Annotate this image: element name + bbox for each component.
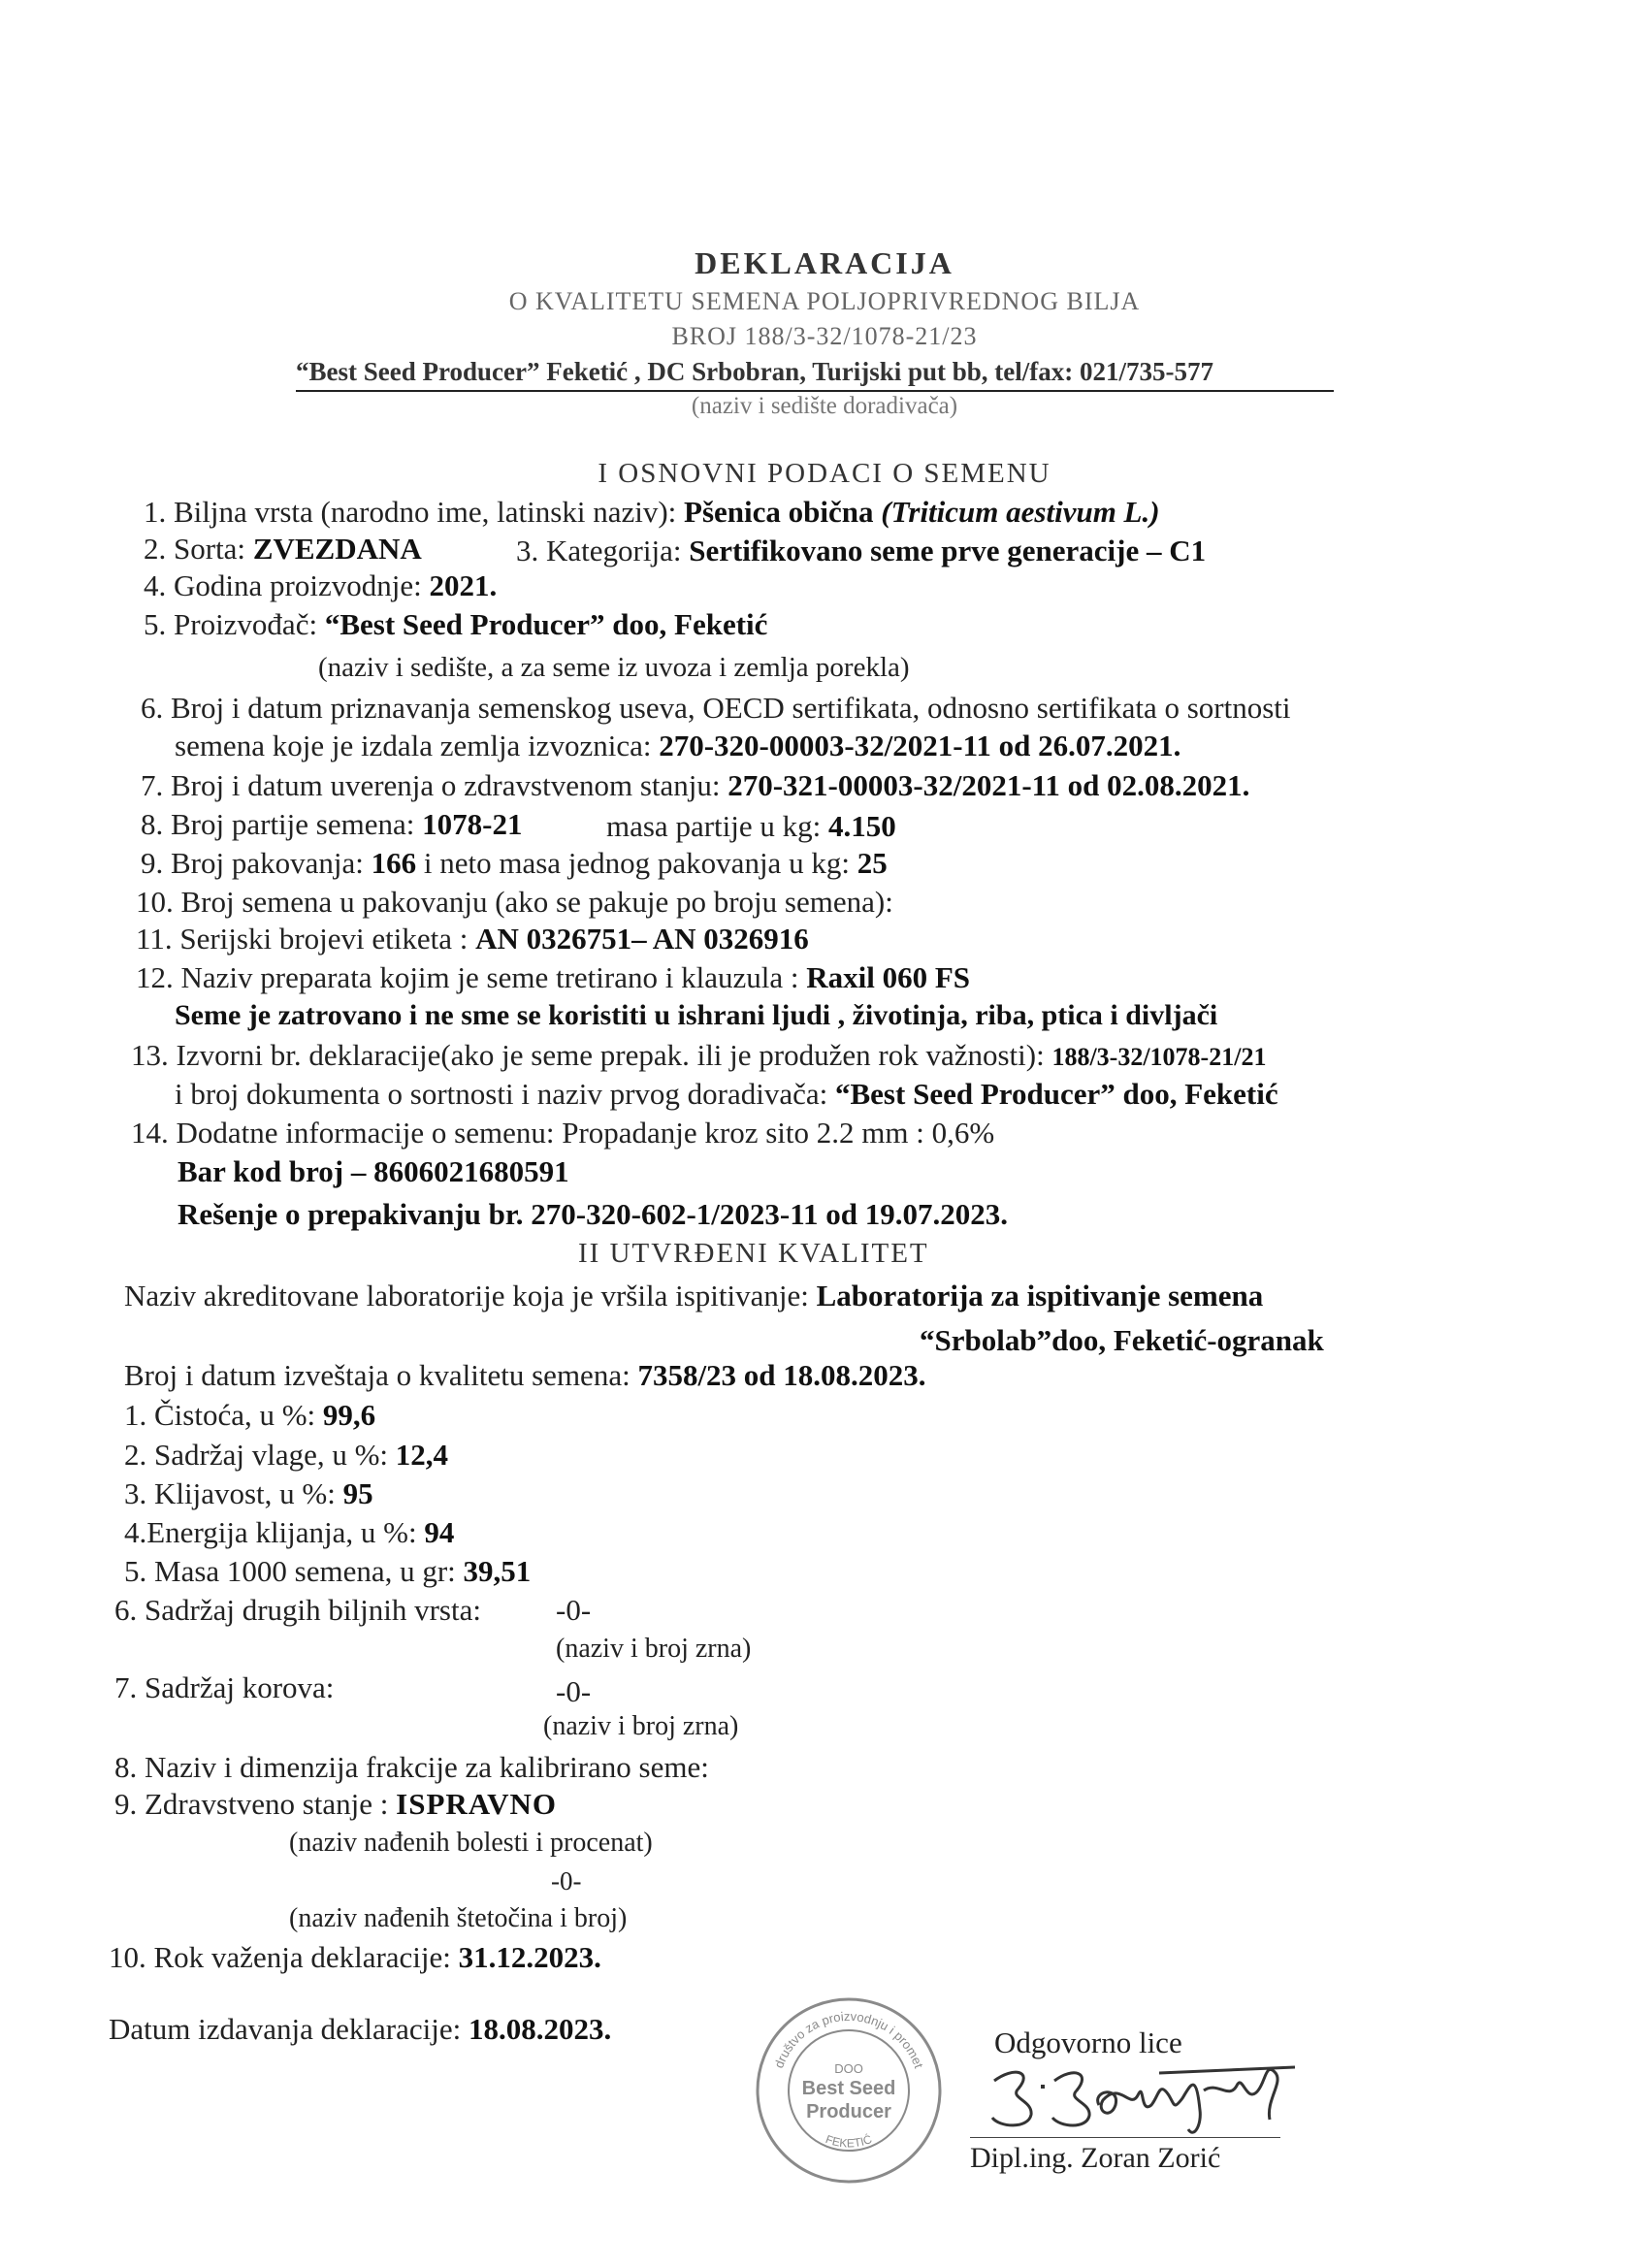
field-plant-species [144,495,1160,530]
quality-thousand-seed-mass [124,1554,531,1589]
field-label: 13. Izvorni br. deklaracije(ako je seme prepak. ili je produžen rok važnosti): [131,1038,1052,1072]
field-value: 12,4 [395,1438,449,1472]
field-value: “Best Seed Producer” doo, Feketić [324,607,768,641]
field-label: 8. Broj partije semena: [141,807,423,841]
field-label: 10. Rok važenja deklaracije: [109,1940,459,1974]
stamp-center-line1: DOO [834,2061,863,2076]
field-label: i neto masa jednog pakovanja u kg: [416,846,857,880]
quality-other-species-value: -0- [556,1593,592,1627]
field-seeds-per-package: 10. Broj semena u pakovanju (ako se pakuje po broju semena): [136,885,893,919]
field-report [124,1358,926,1393]
pests-caption: (naziv nađenih štetočina i broj) [289,1903,628,1933]
field-value: 7358/23 od 18.08.2023. [637,1358,926,1392]
field-recognition-line2 [175,729,1180,763]
field-label: 7. Broj i datum uverenja o zdravstvenom stanju: [141,768,728,802]
signature-line [970,2137,1280,2138]
section1-heading: I OSNOVNI PODACI O SEMENU [598,458,1051,489]
company-stamp [752,1993,946,2187]
field-laboratory [124,1279,1263,1313]
field-value: 188/3-32/1078-21/21 [1051,1043,1267,1071]
field-label: semena koje je izdala zemlja izvoznica: [175,729,660,762]
field-value: AN 0326751– AN 0326916 [475,922,809,956]
field-value: 270-320-00003-32/2021-11 od 26.07.2021. [659,729,1181,762]
poison-warning: Seme je zatrovano i ne sme se koristiti u ishrani ljudi , životinja, riba, ptica i divljači [175,999,1218,1031]
latin-name: (Triticum aestivum L.) [881,495,1160,529]
weeds-caption: (naziv i broj zrna) [543,1711,739,1741]
field-label: 9. Broj pakovanja: [141,846,372,880]
declaration-number: BROJ 188/3-32/1078-21/23 [671,322,978,350]
field-producer [144,607,767,642]
field-label: 12. Naziv preparata kojim je seme tretirano i klauzula : [136,960,807,994]
field-first-processor [175,1077,1278,1112]
field-value: 2021. [429,568,498,602]
barcode-number: Bar kod broj – 8606021680591 [178,1154,569,1188]
other-species-caption: (naziv i broj zrna) [556,1634,752,1664]
declaration-validity [109,1940,601,1975]
stamp-ring-text: društvo za proizvodnju i promet [771,2008,926,2070]
quality-germination [124,1476,373,1511]
laboratory-name-line2: “Srbolab”doo, Feketić-ogranak [920,1323,1324,1357]
quality-moisture [124,1438,448,1473]
field-additional-info [131,1116,994,1150]
field-label: 4.Energija klijanja, u %: [124,1515,425,1549]
field-label: masa partije u kg: [606,809,828,843]
signature-stroke [1098,2085,1201,2132]
field-value: Sertifikovano seme prve generacije – C1 [689,534,1207,567]
stamp-center-line3: Producer [806,2101,891,2122]
field-label: Broj i datum izveštaja o kvalitetu semena: [124,1358,638,1392]
field-label: 1. Biljna vrsta (narodno ime, latinski naziv): [144,495,685,529]
field-value: 4.150 [828,809,896,843]
handwritten-signature [975,2052,1295,2144]
field-value: Pšenica obična [684,495,882,529]
quality-health-status [114,1787,557,1822]
field-lot-mass [606,809,896,844]
document-subtitle: O KVALITETU SEMENA POLJOPRIVREDNOG BILJA [508,287,1141,315]
producer-caption: (naziv i sedište, a za seme iz uvoza i zemlja porekla) [318,652,910,683]
stamp-center-line2: Best Seed [801,2078,896,2099]
field-packages [141,846,888,881]
processor-caption: (naziv i sedište doradivača) [691,393,958,419]
signature-stroke [1052,2073,1089,2125]
field-label: i broj dokumenta o sortnosti i naziv prvog doradivača: [175,1077,835,1111]
section2-heading: II UTVRĐENI KVALITET [578,1238,929,1269]
field-value: Propadanje kroz sito 2.2 mm : 0,6% [562,1116,995,1150]
field-label: 2. Sorta: [144,532,253,566]
quality-germination-energy [124,1515,454,1550]
processor-line: “Best Seed Producer” Feketić , DC Srbobran, Turijski put bb, tel/fax: 021/735-577 [296,357,1214,386]
field-label: Naziv akreditovane laboratorije koja je vršila ispitivanje: [124,1279,817,1312]
field-value: 1078-21 [422,807,523,841]
field-label: 5. Proizvođač: [144,607,325,641]
field-variety [144,532,422,567]
diseases-caption: (naziv nađenih bolesti i procenat) [289,1828,653,1858]
quality-purity [124,1398,375,1433]
field-label: 4. Godina proizvodnje: [144,568,430,602]
field-label: 9. Zdravstveno stanje : [114,1787,397,1821]
responsible-person-label: Odgovorno lice [994,2025,1182,2059]
field-value: 95 [342,1476,373,1510]
field-label: 2. Sadržaj vlage, u %: [124,1438,396,1472]
field-value: 25 [857,846,888,880]
field-label: Datum izdavanja deklaracije: [109,2012,469,2046]
field-value: “Best Seed Producer” doo, Feketić [835,1077,1278,1111]
field-health-certificate [141,768,1249,803]
responsible-person-name: Dipl.ing. Zoran Zorić [970,2142,1221,2174]
field-value: ISPRAVNO [396,1787,558,1821]
stamp-bottom-text: FEKETIĆ [824,2132,874,2151]
field-value: 31.12.2023. [458,1940,601,1974]
field-label: 11. Serijski brojevi etiketa : [136,922,476,956]
signature-stroke [1204,2069,1277,2120]
field-value: 270-321-00003-32/2021-11 od 02.08.2021. [728,768,1250,802]
field-label: 5. Masa 1000 semena, u gr: [124,1554,464,1588]
quality-weeds-value: -0- [556,1674,592,1708]
field-production-year [144,568,497,603]
field-value: ZVEZDANA [252,532,422,566]
field-value: 39,51 [463,1554,532,1588]
field-value: Laboratorija za ispitivanje semena [816,1279,1264,1312]
field-value: 18.08.2023. [468,2012,612,2046]
field-label: 3. Klijavost, u %: [124,1476,343,1510]
processor-underline [296,390,1334,392]
field-value: Raxil 060 FS [806,960,970,994]
quality-other-species-label: 6. Sadržaj drugih biljnih vrsta: [114,1593,481,1627]
signature-stroke [992,2072,1031,2125]
field-recognition-line1: 6. Broj i datum priznavanja semenskog useva, OECD sertifikata, odnosno sertifikata o sortnosti [141,691,1291,725]
field-treatment [136,960,970,995]
field-lot-number [141,807,522,842]
field-value: 166 [371,846,417,880]
field-original-declaration [131,1038,1266,1073]
field-label: 3. Kategorija: [516,534,690,567]
field-value: 99,6 [322,1398,376,1432]
quality-fraction: 8. Naziv i dimenzija frakcije za kalibrirano seme: [114,1750,709,1784]
document-title: DEKLARACIJA [695,245,954,280]
field-label: 1. Čistoća, u %: [124,1398,323,1432]
issue-date [109,2012,611,2047]
field-label: 14. Dodatne informacije o semenu: [131,1116,563,1150]
field-serial-numbers [136,922,809,956]
field-category [516,534,1206,568]
pests-value: -0- [551,1866,582,1895]
quality-weeds-label: 7. Sadržaj korova: [114,1670,335,1704]
repackaging-decision: Rešenje o prepakivanju br. 270-320-602-1/2023-11 od 19.07.2023. [178,1197,1008,1231]
field-value: 94 [424,1515,455,1549]
